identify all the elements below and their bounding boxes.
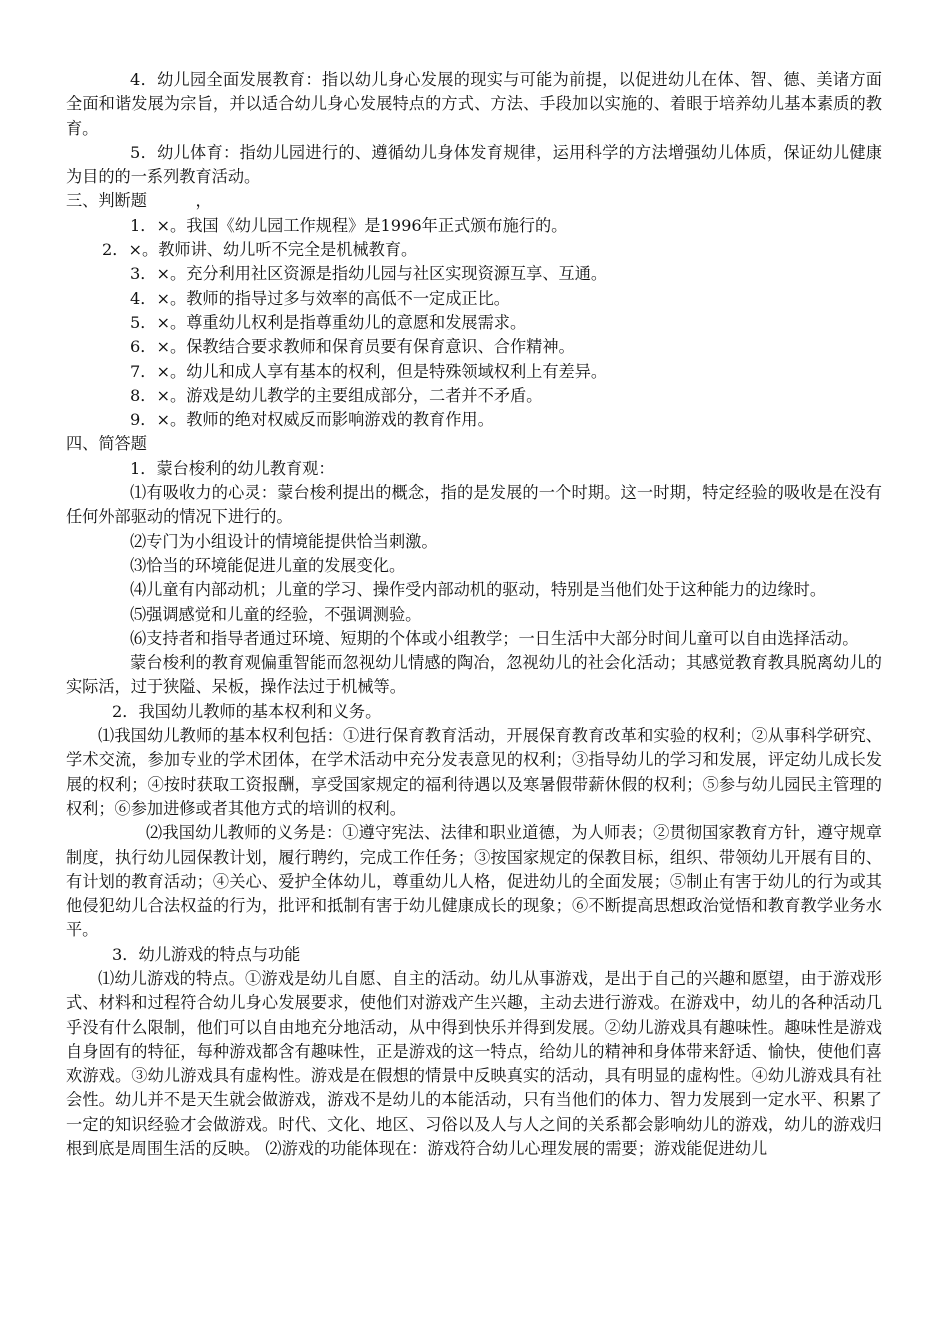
question-1-summary: 蒙台梭利的教育观偏重智能而忽视幼儿情感的陶冶，忽视幼儿的社会化活动；其感觉教育教具脱离幼儿的实际活，过于狭隘、呆板，操作法过于机械等。 [66, 653, 882, 697]
judgement-item: 6．×。保教结合要求教师和保育员要有保育意识、合作精神。 [130, 337, 575, 357]
question-1-item: ⑶恰当的环境能促进儿童的发展变化。 [130, 555, 406, 575]
definition-paragraph-4: 4．幼儿园全面发展教育：指以幼儿身心发展的现实与可能为前提，以促进幼儿在体、智、德、美诸方面全面和谐发展为宗旨，并以适合幼儿身心发展特点的方式、方法、手段加以实施的、着眼于培养幼儿基本素质的教育。 [66, 70, 882, 138]
question-1-item: ⑸强调感觉和儿童的经验，不强调测验。 [130, 604, 422, 624]
question-3-body: ⑴幼儿游戏的特点。①游戏是幼儿自愿、自主的活动。幼儿从事游戏，是出于自己的兴趣和愿望，由于游戏形式、材料和过程符合幼儿身心发展要求，使他们对游戏产生兴趣，主动去进行游戏。在游戏中，幼儿的各种活动几乎没有什么限制，他们可以自由地充分地活动，从中得到快乐并得到发展。②幼儿游戏具有趣味性。趣味性是游戏自身固有的特征，每种游戏都含有趣味性，正是游戏的这一特点，给幼儿的精神和身体带来舒适、愉快，使他们喜欢游戏。③幼儿游戏具有虚构性。游戏是在假想的情景中反映真实的活动，具有明显的虚构性。④幼儿游戏具有社会性。幼儿并不是天生就会做游戏，游戏不是幼儿的本能活动，只有当他们的体力、智力发展到一定水平、积累了一定的知识经验才会做游戏。时代、文化、地区、习俗以及人与人之间的关系都会影响幼儿的游戏，幼儿的游戏归根到底是周围生活的反映。 ⑵游戏的功能体现在：游戏符合幼儿心理发展的需要；游戏能促进幼儿 [66, 968, 882, 1159]
judgement-item: 7．×。幼儿和成人享有基本的权利，但是特殊领域权利上有差异。 [130, 361, 608, 381]
question-2-rights: ⑴我国幼儿教师的基本权利包括：①进行保育教育活动，开展保育教育改革和实验的权利；②从事科学研究、学术交流，参加专业的学术团体，在学术活动中充分发表意见的权利；③指导幼儿的学习和发展，评定幼儿成长发展的权利；④按时获取工资报酬，享受国家规定的福利待遇以及寒暑假带薪休假的权利；⑤参与幼儿园民主管理的权利；⑥参加进修或者其他方式的培训的权利。 [66, 726, 882, 818]
judgement-item: 3．×。充分利用社区资源是指幼儿园与社区实现资源互享、互通。 [130, 264, 608, 284]
question-1-title: 1．蒙台梭利的幼儿教育观： [130, 458, 335, 478]
question-2-title: 2．我国幼儿教师的基本权利和义务。 [112, 701, 382, 721]
question-1-item: ⑹支持者和指导者通过环境、短期的个体或小组教学；一日生活中大部分时间儿童可以自由选择活动。 [130, 628, 859, 648]
judgement-item: 1．×。我国《幼儿园工作规程》是1996年正式颁布施行的。 [130, 215, 568, 235]
judgement-item: 2．×。教师讲、幼儿听不完全是机械教育。 [102, 240, 418, 260]
question-3-title: 3．幼儿游戏的特点与功能 [112, 944, 301, 964]
question-1-item: ⑷儿童有内部动机；儿童的学习、操作受内部动机的驱动，特别是当他们处于这种能力的边缘时。 [130, 580, 827, 600]
question-1-item: ⑴有吸收力的心灵：蒙台梭利提出的概念，指的是发展的一个时期。这一时期，特定经验的吸收是在没有任何外部驱动的情况下进行的。 [66, 483, 882, 527]
judgement-item: 8．×。游戏是幼儿教学的主要组成部分，二者并不矛盾。 [130, 385, 543, 405]
judgement-item: 4．×。教师的指导过多与效率的高低不一定成正比。 [130, 288, 510, 308]
definition-paragraph-5: 5．幼儿体育：指幼儿园进行的、遵循幼儿身体发育规律，运用科学的方法增强幼儿体质，保证幼儿健康为目的的一系列教育活动。 [66, 142, 882, 187]
question-1-item: ⑵专门为小组设计的情境能提供恰当刺激。 [130, 531, 438, 551]
judgement-item: 9．×。教师的绝对权威反而影响游戏的教育作用。 [130, 410, 494, 430]
section-heading-short-answer: 四、简答题 [66, 434, 147, 454]
judgement-list [66, 214, 882, 433]
judgement-item: 5．×。尊重幼儿权利是指尊重幼儿的意愿和发展需求。 [130, 312, 527, 332]
question-2-duties: ⑵我国幼儿教师的义务是：①遵守宪法、法律和职业道德，为人师表；②贯彻国家教育方针，遵守规章制度，执行幼儿园保教计划，履行聘约，完成工作任务；③按国家规定的保教目标，组织、带领幼儿开展有目的、有计划的教育活动；④关心、爱护全体幼儿，尊重幼儿人格，促进幼儿的全面发展；⑤制止有害于幼儿的行为或其他侵犯幼儿合法权益的行为，批评和抵制有害于幼儿健康成长的现象；⑥不断提高思想政治觉悟和教育教学业务水平。 [66, 823, 882, 940]
section-heading-judgement: 三、判断题 ， [66, 191, 212, 211]
